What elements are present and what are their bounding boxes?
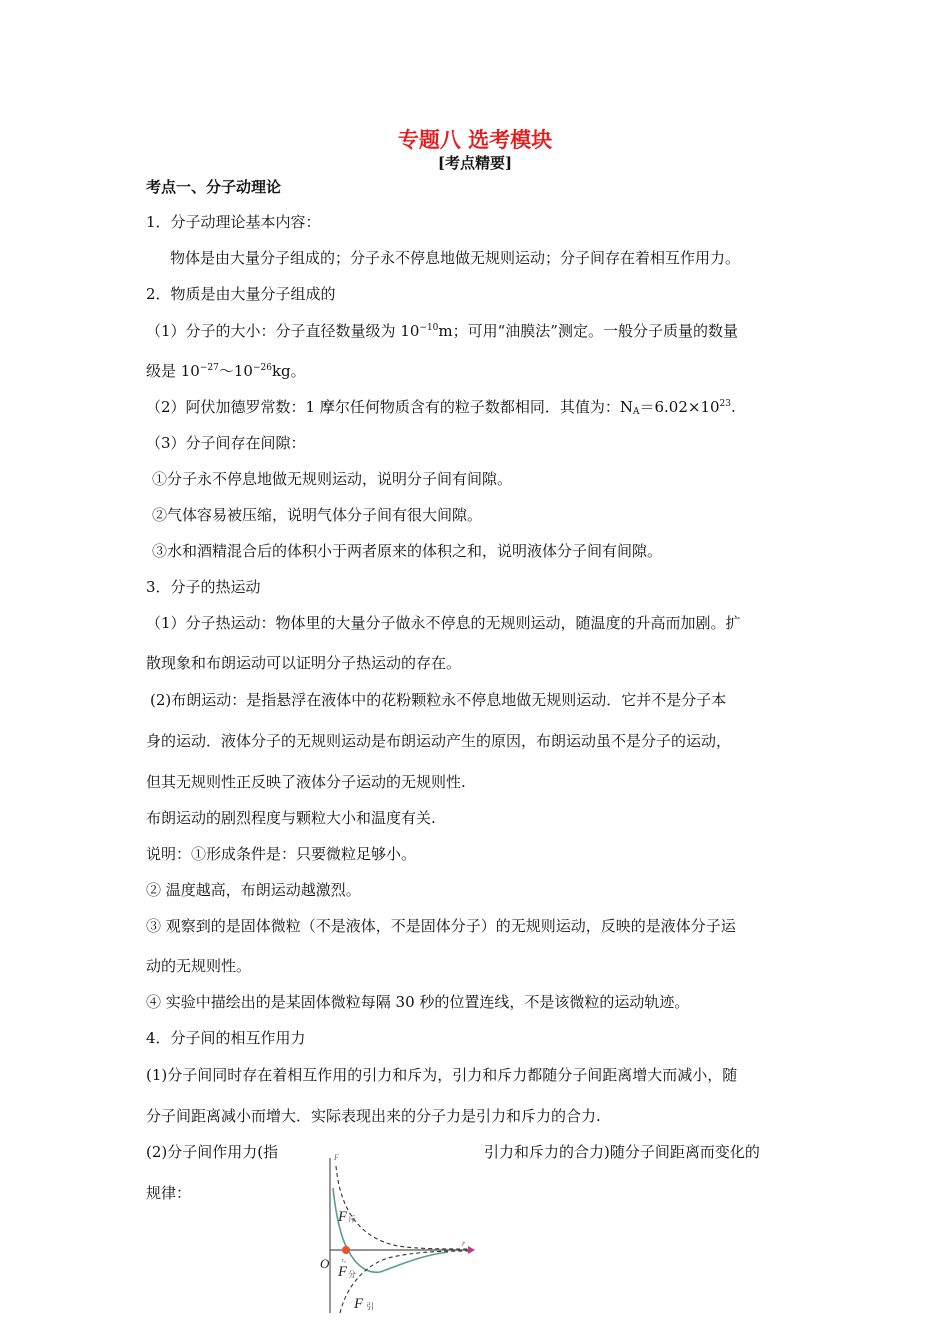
f-net-label: F <box>338 1264 348 1280</box>
paragraph-text: (1)分子间同时存在着相互作用的引力和斥为，引力和斥力都随分子间距离增大而减小，随 <box>146 1066 738 1084</box>
axis-x-label: r <box>462 1239 466 1248</box>
list-item: ②气体容易被压缩，说明气体分子间有很大间隙。 <box>152 506 483 524</box>
net-force-curve <box>333 1188 448 1272</box>
f-attractive-sub: 引 <box>366 1302 374 1311</box>
list-item: ④ 实验中描绘出的是某固体微粒每隔 30 秒的位置连线，不是该微粒的运动轨迹。 <box>146 993 690 1011</box>
axis-y-label: F <box>334 1153 339 1162</box>
paragraph-text: （3）分子间存在间隙： <box>146 434 306 452</box>
paragraph-text: （1）分子的大小：分子直径数量级为 $10^{-10}m$；可用“油膜法”测定。一般分子质量的数量 <box>146 322 738 340</box>
x-axis-arrow <box>468 1246 475 1254</box>
list-item: ①分子永不停息地做无规则运动，说明分子间有间隙。 <box>152 470 513 488</box>
paragraph-text: 级是 $10^{-27}\sim 10^{-26}kg$。 <box>146 362 306 380</box>
paragraph-heading: 3．分子的热运动 <box>146 578 261 596</box>
r0-label: r₀ <box>342 1258 347 1264</box>
paragraph-text: 散现象和布朗运动可以证明分子热运动的存在。 <box>146 654 462 672</box>
paragraph-text: （2）阿伏加德罗常数：1 摩尔任何物质含有的粒子数都相同．其值为：$N_A=6.02\times 10^{23}$. <box>146 398 736 417</box>
section-heading: 考点一、分子动理论 <box>146 178 282 196</box>
paragraph-text: (2)分子间作用力(指 <box>146 1143 279 1161</box>
paragraph-text: 布朗运动的剧烈程度与颗粒大小和温度有关. <box>146 809 436 827</box>
list-item: ③ 观察到的是固体微粒（不是液体，不是固体分子）的无规则运动，反映的是液体分子运 <box>146 917 736 935</box>
f-net-sub: 分 <box>348 1270 356 1279</box>
paragraph-text: 规律： <box>146 1184 192 1202</box>
f-repulsive-sub: 斥 <box>348 1215 356 1224</box>
paragraph-text: 分子间距离减小而增大．实际表现出来的分子力是引力和斥力的合力. <box>146 1107 601 1125</box>
paragraph-text: 但其无规则性正反映了液体分子运动的无规则性. <box>146 773 466 791</box>
paragraph-heading: 1．分子动理论基本内容： <box>146 213 321 231</box>
repulsive-curve <box>336 1166 468 1249</box>
paragraph-text: 说明：①形成条件是：只要微粒足够小。 <box>146 845 417 863</box>
origin-label: O <box>320 1256 330 1271</box>
paragraph-text: 身的运动．液体分子的无规则运动是布朗运动产生的原因，布朗运动虽不是分子的运动， <box>146 732 732 750</box>
list-item: ③水和酒精混合后的体积小于两者原来的体积之和，说明液体分子间有间隙。 <box>152 542 663 560</box>
paragraph-text: （1）分子热运动：物体里的大量分子做永不停息的无规则运动，随温度的升高而加剧。扩 <box>146 614 741 632</box>
f-repulsive-label: F <box>338 1209 348 1225</box>
paragraph-heading: 2．物质是由大量分子组成的 <box>146 285 336 303</box>
paragraph-text: 物体是由大量分子组成的；分子永不停息地做无规则运动；分子间存在着相互作用力。 <box>170 249 741 267</box>
page-subtitle: [考点精要] <box>437 154 513 172</box>
list-item: ② 温度越高，布朗运动越激烈。 <box>146 881 361 899</box>
molecular-force-graph <box>318 1148 478 1318</box>
f-attractive-label: F <box>354 1296 364 1312</box>
page-title: 专题八 选考模块 <box>397 127 553 152</box>
paragraph-text: 引力和斥力的合力)随分子间距离而变化的 <box>484 1143 760 1161</box>
equilibrium-point <box>342 1246 350 1254</box>
paragraph-text: (2)布朗运动：是指悬浮在液体中的花粉颗粒永不停息地做无规则运动．它并不是分子本 <box>150 691 727 709</box>
paragraph-heading: 4．分子间的相互作用力 <box>146 1029 306 1047</box>
paragraph-text: 动的无规则性。 <box>146 957 252 975</box>
